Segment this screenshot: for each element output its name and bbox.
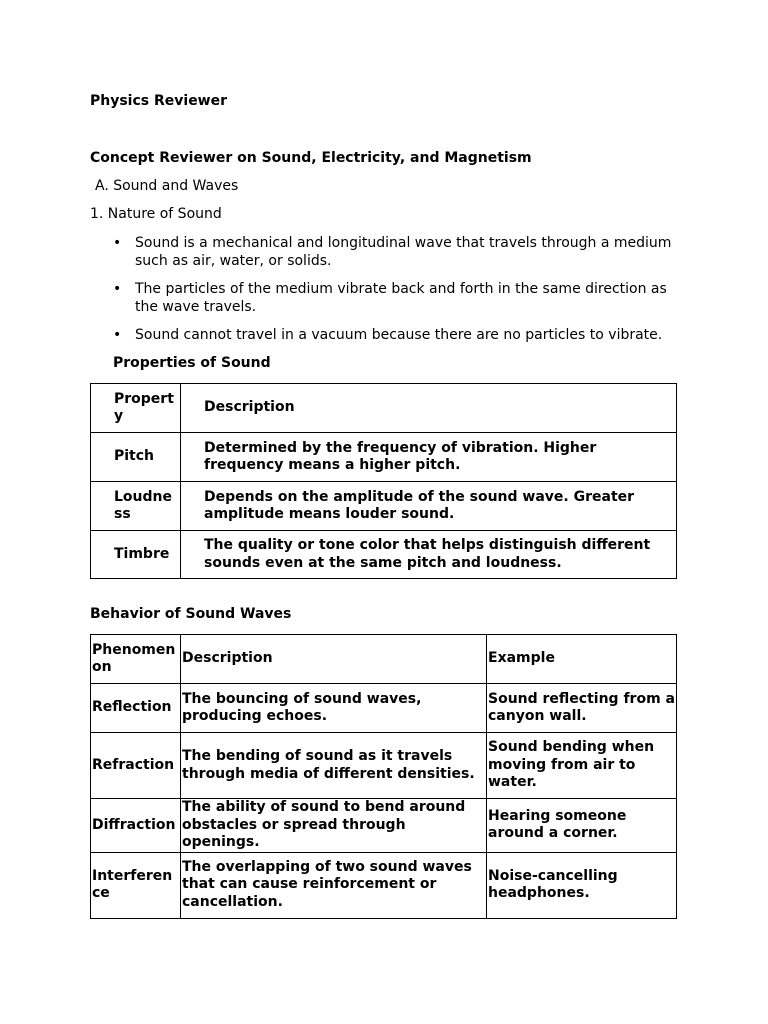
description-cell: Determined by the frequency of vibration. Higher frequency means a higher pitch. xyxy=(181,433,677,482)
example-cell: Hearing someone around a corner. xyxy=(487,799,677,853)
example-cell: Noise-cancelling headphones. xyxy=(487,852,677,918)
description-cell: The bouncing of sound waves, producing echoes. xyxy=(181,684,487,733)
example-cell: Sound reflecting from a canyon wall. xyxy=(487,684,677,733)
table-row xyxy=(91,531,677,579)
header-cell: Description xyxy=(181,635,487,684)
description-cell: Depends on the amplitude of the sound wave. Greater amplitude means louder sound. xyxy=(181,482,677,531)
description-cell: The overlapping of two sound waves that can cause reinforcement or cancellation. xyxy=(181,852,487,918)
document-title: Physics Reviewer xyxy=(90,93,228,109)
phenomenon-cell: Refraction xyxy=(91,733,181,799)
table-row xyxy=(91,733,677,799)
bullet-list xyxy=(90,235,680,356)
section-title: Concept Reviewer on Sound, Electricity, and Magnetism xyxy=(90,150,532,166)
description-cell: The bending of sound as it travels through media of different densities. xyxy=(181,733,487,799)
property-cell: Timbre xyxy=(91,531,181,579)
table-header-row xyxy=(91,635,677,684)
header-cell: Phenomenon xyxy=(91,635,181,684)
bullet-text: The particles of the medium vibrate back and forth in the same direction as the wave travels. xyxy=(135,281,667,315)
phenomenon-cell: Diffraction xyxy=(91,799,181,853)
property-cell: Loudness xyxy=(91,482,181,531)
bullet-icon: • xyxy=(113,327,122,343)
list-item xyxy=(90,327,680,345)
phenomenon-cell: Reflection xyxy=(91,684,181,733)
properties-table xyxy=(90,383,677,579)
header-cell: Example xyxy=(487,635,677,684)
example-cell: Sound bending when moving from air to water. xyxy=(487,733,677,799)
header-cell: Property xyxy=(91,384,181,433)
bullet-text: Sound is a mechanical and longitudinal wave that travels through a medium such as air, water, or solids. xyxy=(135,235,672,269)
header-cell: Description xyxy=(181,384,677,433)
list-item xyxy=(90,281,680,316)
table-row xyxy=(91,852,677,918)
bullet-text: Sound cannot travel in a vacuum because there are no particles to vibrate. xyxy=(135,327,663,343)
table-row xyxy=(91,433,677,482)
bullet-icon: • xyxy=(113,281,122,297)
topic-heading: 1. Nature of Sound xyxy=(90,206,222,222)
table-row xyxy=(91,482,677,531)
table-row xyxy=(91,799,677,853)
properties-heading: Properties of Sound xyxy=(113,355,271,371)
bullet-icon: • xyxy=(113,235,122,251)
table-row xyxy=(91,684,677,733)
list-item xyxy=(90,235,680,270)
table-header-row xyxy=(91,384,677,433)
behavior-table xyxy=(90,634,677,919)
description-cell: The quality or tone color that helps distinguish different sounds even at the same pitch and loudness. xyxy=(181,531,677,579)
behavior-heading: Behavior of Sound Waves xyxy=(90,606,292,622)
property-cell: Pitch xyxy=(91,433,181,482)
description-cell: The ability of sound to bend around obstacles or spread through openings. xyxy=(181,799,487,853)
subsection-heading: A. Sound and Waves xyxy=(95,178,239,194)
phenomenon-cell: Interference xyxy=(91,852,181,918)
